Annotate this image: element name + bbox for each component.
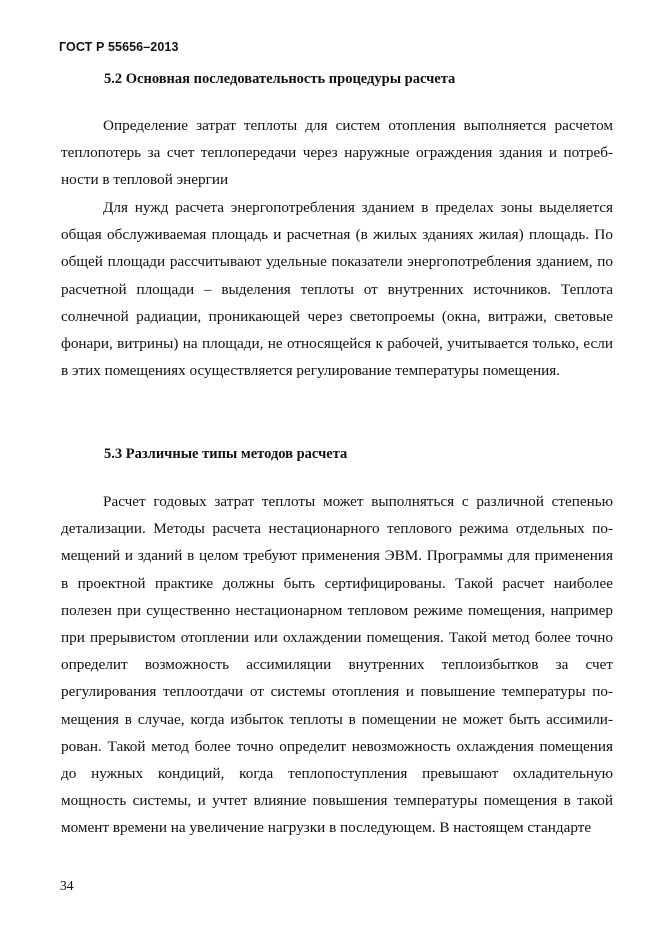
document-code-header: ГОСТ Р 55656–2013 [59, 40, 179, 54]
page-number: 34 [60, 878, 74, 893]
section-heading-5-2: 5.2 Основная последовательность процедуры расчета [104, 71, 456, 87]
paragraph-heat-cost-definition: Определение затрат теплоты для систем отопления выполняется расчетом теплопотерь за счет теплопередачи через наружные ограждения здания и потребности в тепловой энергии [61, 117, 613, 189]
paragraph-area-calculation: Для нужд расчета энергопотребления зданием в пределах зоны выделяется общая обслуживаемая площадь и расчетная (в жилых зданиях жилая) площадь. По общей площади рассчитывают удельные показатели энергопотребления зданием, по расчетной площади – выделения теплоты от внутренних источников. Теплота солнечной радиации, проникающей через светопроемы (окна, витражи, световые фонари, витрины) на площади, не относящейся к рабочей, учитывается только, если в этих помещениях осуществляется регулирование температуры помещения. [61, 199, 613, 380]
section-heading-5-3: 5.3 Различные типы методов расчета [104, 446, 348, 462]
paragraph-calculation-methods: Расчет годовых затрат теплоты может выполняться с различной степенью детализации. Методы расчета нестационарного теплового режима отдельных помещений и зданий в целом требуют применения ЭВМ. Программы для применения в проектной практике должны быть сертифицированы. Такой расчет наиболее полезен при существенно нестационарном тепловом режиме помещения, например при прерывистом отоплении или охлаждении помещения. Такой метод более точно определит возможность ассимиляции внутренних теплоизбытков за счет регулирования теплоотдачи от системы отопления и повышение температуры помещения в случае, когда избыток теплоты в помещении не может быть ассимилирован. Такой метод более точно определит невозможность охлаждения помещения до нужных кондиций, когда теплопоступления превышают охладительную мощность системы, и учтет влияние повышения температуры помещения в такой момент времени на увеличение нагрузки в последующем. В настоящем стандарте [61, 493, 613, 837]
